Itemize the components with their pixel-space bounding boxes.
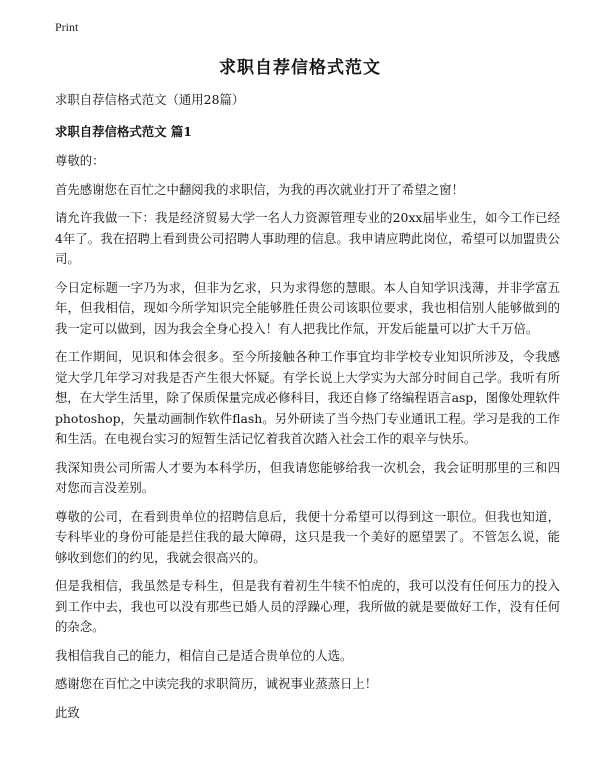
document-body bbox=[55, 90, 560, 731]
paragraph-experience: 在工作期间，见识和体会很多。至今所接触各种工作事宜均非学校专业知识所涉及，令我感觉大学几年学习对我是否产生很大怀疑。有学长说上大学实为大部分时间自己学。我听有所想，在大学生活里，除了保质保量完成必修科目，我还自修了络编程语言asp，图像处理软件photoshop，矢量动画制作软件flash。另外研读了当今热门专业通讯工程。学习是我的工作和生活。在电视台实习的短暂生活记忆着我首次踏入社会工作的艰辛与快乐。 bbox=[55, 349, 560, 446]
paragraph-ability: 我相信我自己的能力，相信自己是适合贵单位的人选。 bbox=[55, 647, 353, 663]
paragraph-motivation: 今日定标题一字乃为求，但非为乞求，只为求得您的慧眼。本人自知学识浅薄，并非学富五年，但我相信，现如今所学知识完全能够胜任贵公司该职位要求，我也相信别人能够做到的我一定可以做到，因为我会全身心投入！有人把我比作氚，开发后能量可以扩大千万倍。 bbox=[55, 279, 560, 336]
paragraph-introduction: 请允许我做一下：我是经济贸易大学一名人力资源管理专业的20xx届毕业生，如今工作已经4年了。我在招聘上看到贵公司招聘人事助理的信息。我申请应聘此岗位，希望可以加盟贵公司。 bbox=[55, 210, 560, 266]
document-subtitle: 求职自荐信格式范文（通用28篇） bbox=[55, 92, 245, 107]
paragraph-thanks: 首先感谢您在百忙之中翻阅我的求职信，为我的再次就业打开了希望之窗！ bbox=[55, 181, 464, 197]
paragraph-gratitude: 感谢您在百忙之中读完我的求职简历，诚祝事业蒸蒸日上！ bbox=[55, 676, 378, 691]
salutation: 尊敬的： bbox=[55, 153, 105, 168]
closing: 此致 bbox=[55, 704, 80, 720]
print-label: Print bbox=[55, 20, 79, 34]
paragraph-education: 我深知贵公司所需人才要为本科学历，但我请您能够给我一次机会，我会证明那里的三和四对您而言没差别。 bbox=[55, 459, 560, 495]
paragraph-hope: 尊敬的公司，在看到贵单位的招聘信息后，我便十分希望可以得到这一职位。但我也知道，专科毕业的身份可能是拦住我的最大障碍，这只是我一个美好的愿望罢了。不管怎么说，能够收到您们的约见，我就会很高兴的。 bbox=[55, 508, 560, 565]
document-title: 求职自荐信格式范文 bbox=[219, 58, 381, 78]
paragraph-confidence: 但是我相信，我虽然是专科生，但是我有着初生牛犊不怕虎的，我可以没有任何压力的投入到工作中去，我也可以没有那些已婚人员的浮躁心理，我所做的就是要做好工作，没有任何的杂念。 bbox=[55, 578, 560, 634]
section-heading: 求职自荐信格式范文 篇1 bbox=[55, 123, 192, 139]
